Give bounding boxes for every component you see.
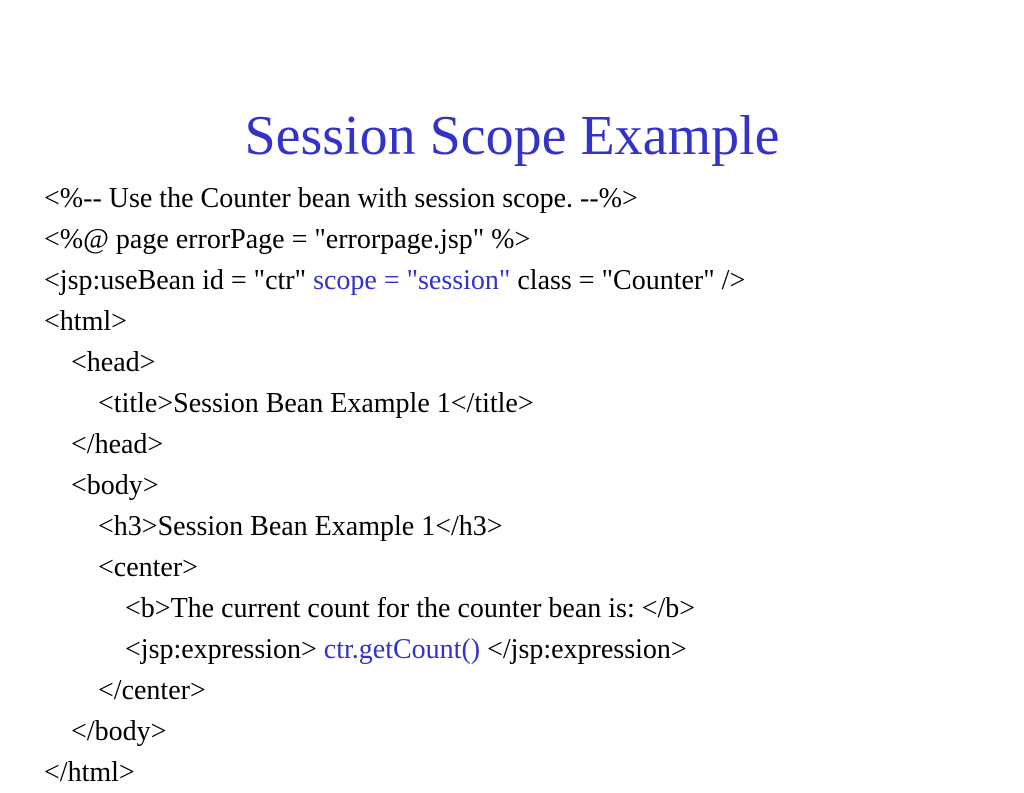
code-line: <title>Session Bean Example 1</title> (98, 388, 534, 419)
code-line: <%@ page errorPage = "errorpage.jsp" %> (44, 224, 531, 255)
code-highlight: ctr.getCount() (323, 634, 481, 665)
code-line: <b>The current count for the counter bean is: </b> (125, 593, 696, 624)
code-line: </html> (44, 757, 135, 788)
code-line (44, 629, 745, 670)
code-line: <center> (98, 552, 198, 583)
code-line (44, 260, 745, 301)
code-line: <%-- Use the Counter bean with session scope. --%> (44, 183, 638, 214)
code-block (44, 178, 745, 793)
code-text: class = "Counter" /> (510, 265, 746, 296)
code-line: <head> (71, 347, 156, 378)
code-text: <jsp:expression> (125, 634, 324, 665)
slide-title: Session Scope Example (244, 105, 780, 167)
code-highlight: scope = "session" (313, 265, 511, 296)
code-line: <h3>Session Bean Example 1</h3> (98, 511, 503, 542)
code-line: </head> (71, 429, 164, 460)
code-line: </body> (71, 716, 167, 747)
code-line: <body> (71, 470, 159, 501)
code-text: <jsp:useBean id = "ctr" (44, 265, 314, 296)
code-line: </center> (98, 675, 206, 706)
code-text: </jsp:expression> (480, 634, 687, 665)
code-line: <html> (44, 306, 127, 337)
